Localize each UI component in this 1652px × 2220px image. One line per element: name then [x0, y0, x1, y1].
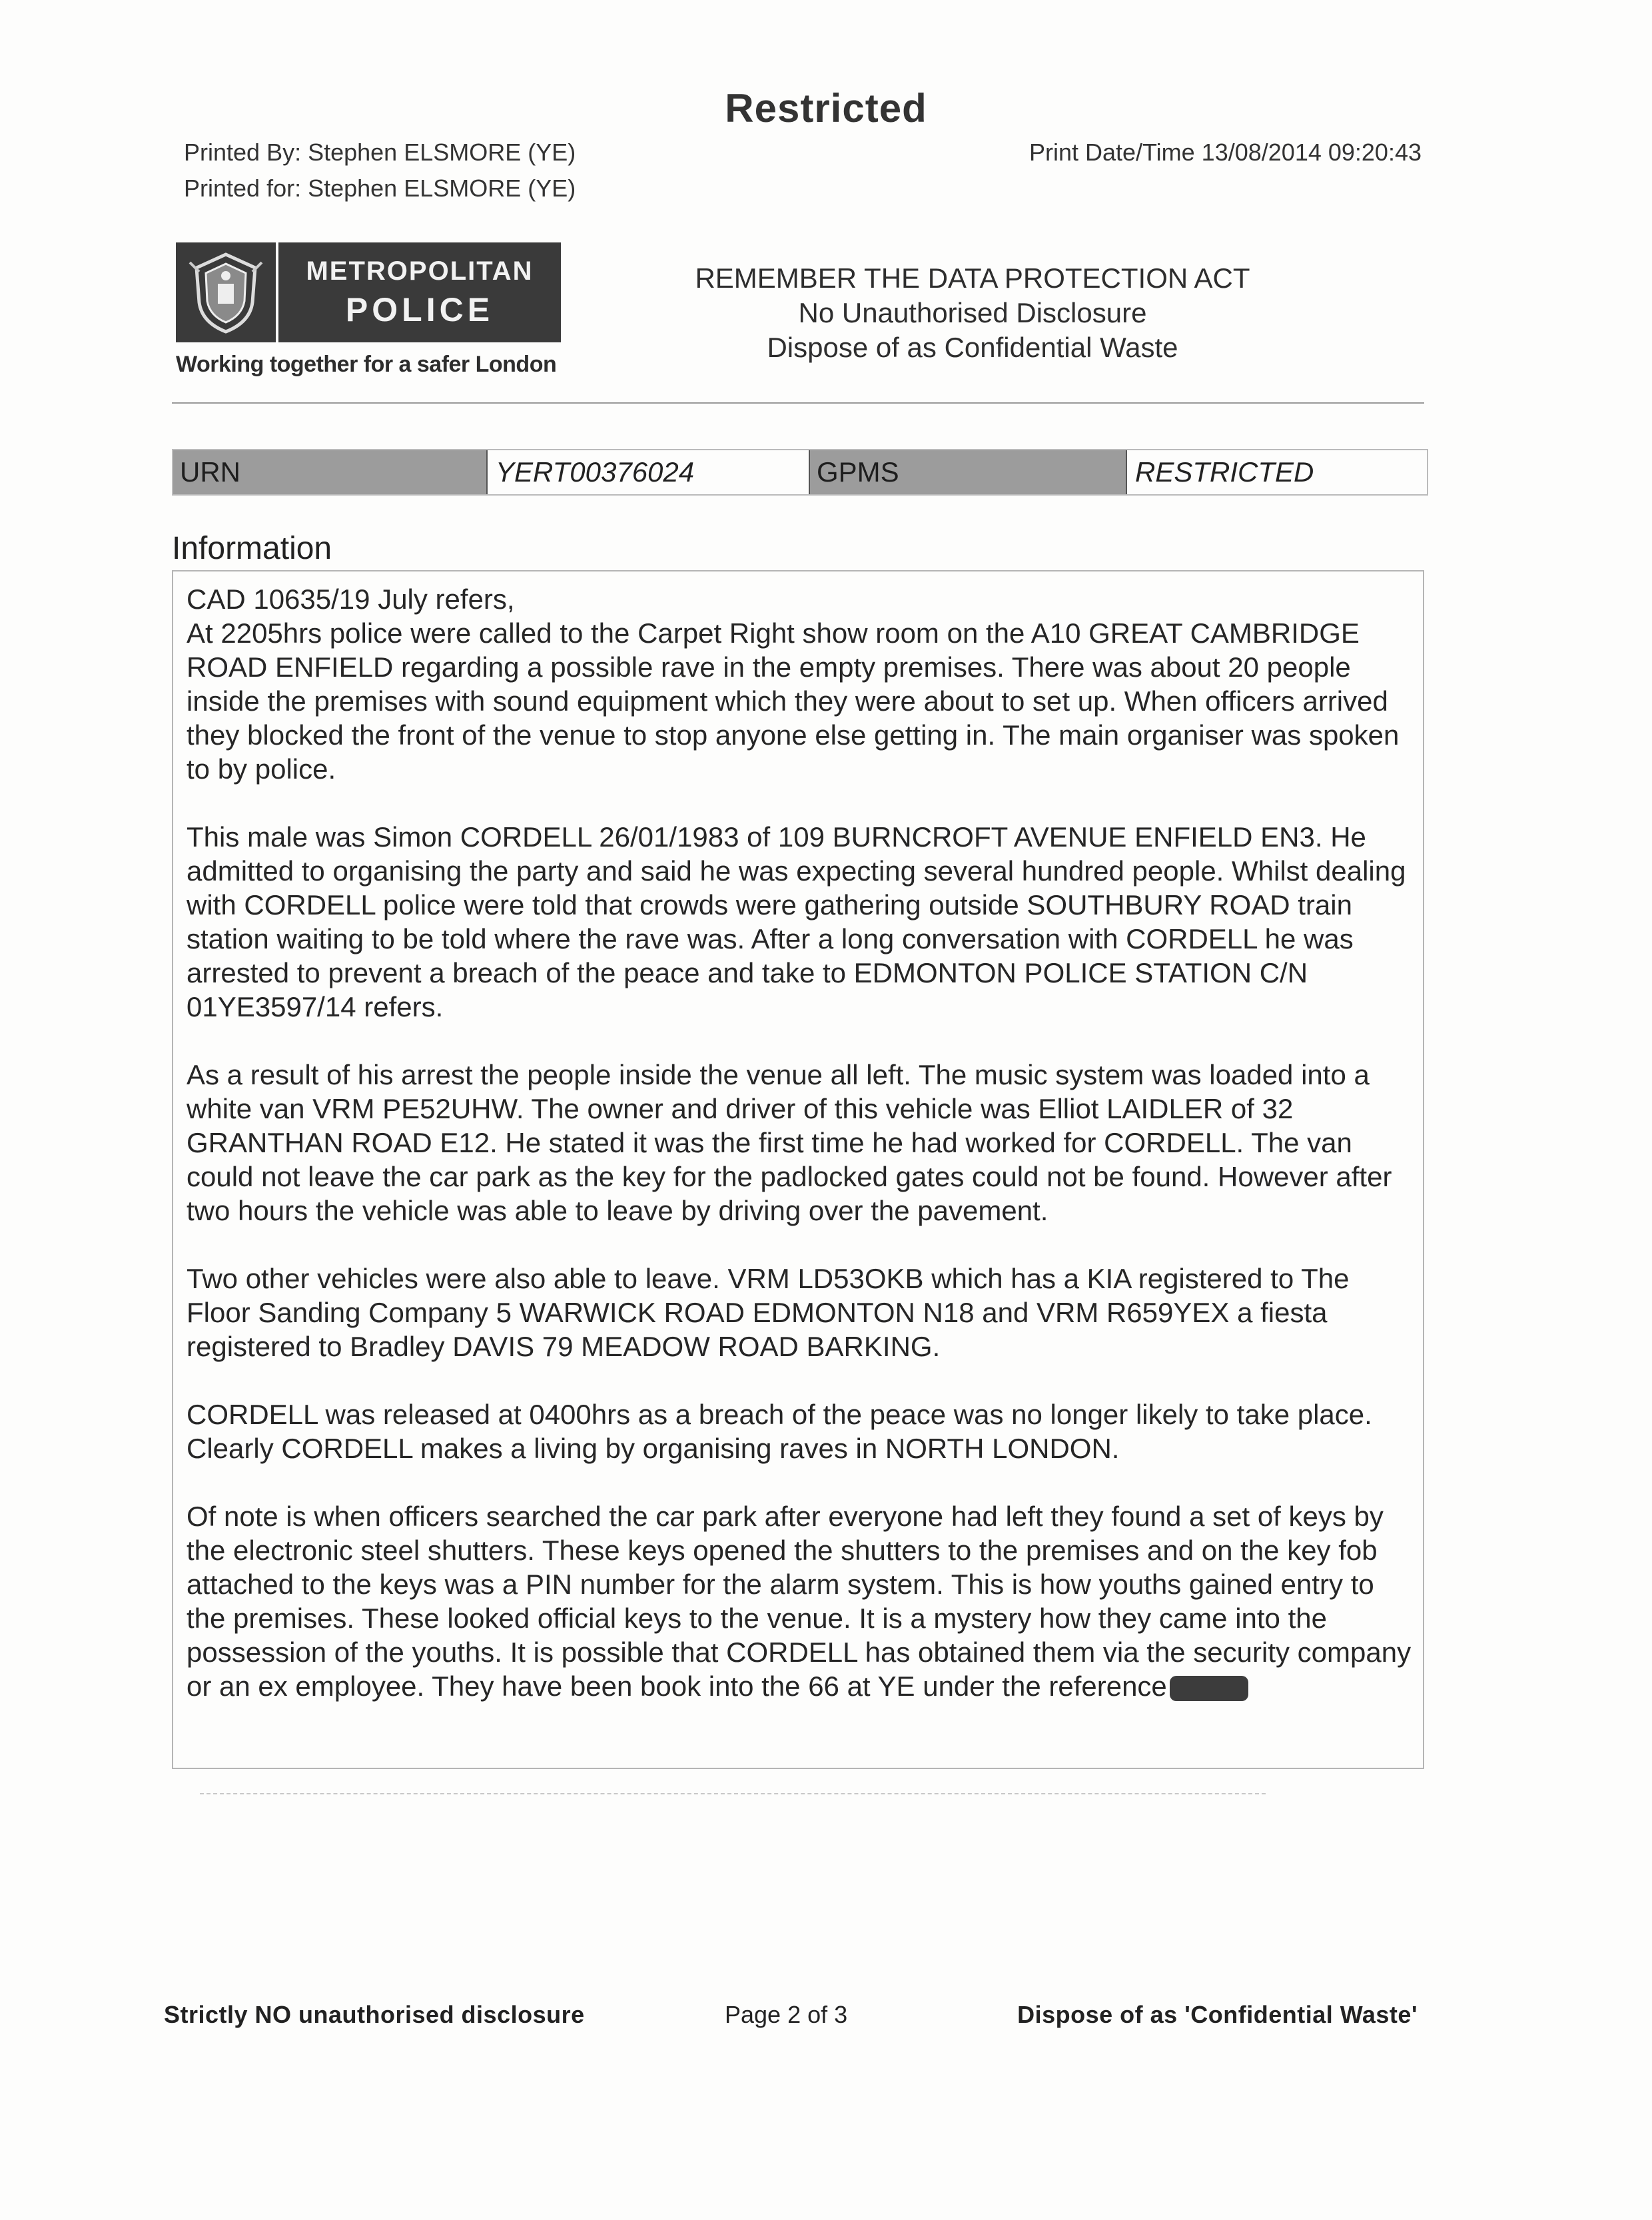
info-paragraph-5-text: CORDELL was released at 0400hrs as a breach of the peace was no longer likely to take place. Clearly CORDELL makes a living by organising raves in NORTH LONDON. — [187, 1399, 1372, 1464]
information-heading: Information — [172, 531, 332, 566]
info-paragraph-6-text: Of note is when officers searched the car park after everyone had left they found a set of keys by the electronic steel shutters. These keys opened the shutters to the premises and on the key fob attached to the keys was a PIN number for the alarm system. This is how youths gained entry to the premises. These looked official keys to the venue. It is a mystery how they came into the possession of the youths. It is possible that CORDELL has obtained them via the security company or an ex employee. They have been book into the 66 at YE under the reference — [187, 1501, 1412, 1702]
info-paragraph-3-text: As a result of his arrest the people inside the venue all left. The music system was loaded into a white van VRM PE52UHW. The owner and driver of this vehicle was Elliot LAIDLER of 32 GRANTHAN ROAD E12. He stated it was the first time he had worked for CORDELL. The van could not leave the car park as the key for the padlocked gates could not be found. However after two hours the vehicle was able to leave by driving over the pavement. — [187, 1059, 1392, 1226]
footer-page-number: Page 2 of 3 — [725, 2001, 848, 2028]
info-paragraph-2 — [187, 820, 1412, 1024]
print-datetime: Print Date/Time 13/08/2014 09:20:43 — [1029, 139, 1422, 166]
logo-line-police: POLICE — [345, 290, 494, 328]
info-paragraph-5 — [187, 1397, 1412, 1465]
info-paragraph-2-text: This male was Simon CORDELL 26/01/1983 of 109 BURNCROFT AVENUE ENFIELD EN3. He admitted to organising the party and said he was expecting several hundred people. Whilst dealing with CORDELL police were told that crowds were gathering outside SOUTHBURY ROAD train station waiting to be told where the rave was. After a long conversation with CORDELL he was arrested to prevent a breach of the peace and take to EDMONTON POLICE STATION C/N 01YE3597/14 refers. — [187, 821, 1406, 1022]
header-divider — [172, 402, 1424, 404]
redaction-mark — [1170, 1676, 1248, 1701]
info-paragraph-6 — [187, 1499, 1412, 1703]
data-protection-notice — [666, 261, 1279, 365]
gpms-label: GPMS — [809, 450, 1126, 494]
footer-disposal-note: Dispose of as 'Confidential Waste' — [1017, 2001, 1418, 2028]
info-paragraph-1 — [187, 582, 1412, 786]
printed-by: Printed By: Stephen ELSMORE (YE) — [184, 139, 576, 166]
info-paragraph-4-text: Two other vehicles were also able to leave. VRM LD53OKB which has a KIA registered to The Floor Sanding Company 5 WARWICK ROAD EDMONTON N18 and VRM R659YEX a fiesta registered to Bradley DAVIS 79 MEADOW ROAD BARKING. — [187, 1263, 1350, 1362]
gpms-value: RESTRICTED — [1126, 450, 1427, 494]
info-paragraph-1-text: CAD 10635/19 July refers, At 2205hrs police were called to the Carpet Right show room on the A10 GREAT CAMBRIDGE ROAD ENFIELD regarding a possible rave in the empty premises. There was about 20 people inside the premises with sound equipment which they were about to set up. When officers arrived they blocked the front of the venue to stop anyone else getting in. The main organiser was spoken to by police. — [187, 583, 1400, 785]
logo-box — [176, 242, 561, 342]
classification-title: Restricted — [725, 86, 927, 131]
notice-line-3: Dispose of as Confidential Waste — [767, 332, 1178, 363]
logo-wordmark — [278, 242, 561, 342]
notice-line-1: REMEMBER THE DATA PROTECTION ACT — [695, 262, 1250, 294]
notice-line-2: No Unauthorised Disclosure — [798, 297, 1147, 328]
met-police-crest-icon — [176, 242, 278, 342]
information-text — [187, 582, 1412, 1737]
met-police-logo — [176, 242, 561, 378]
logo-line-metropolitan: METROPOLITAN — [306, 256, 534, 286]
logo-tagline: Working together for a safer London — [176, 352, 557, 377]
record-reference-bar — [172, 449, 1428, 496]
info-paragraph-3 — [187, 1058, 1412, 1228]
urn-label: URN — [173, 450, 486, 494]
information-end-divider — [200, 1793, 1266, 1794]
urn-value: YERT00376024 — [486, 450, 809, 494]
printed-for: Printed for: Stephen ELSMORE (YE) — [184, 175, 576, 202]
footer-disclosure-note: Strictly NO unauthorised disclosure — [164, 2001, 585, 2028]
info-paragraph-4 — [187, 1262, 1412, 1363]
